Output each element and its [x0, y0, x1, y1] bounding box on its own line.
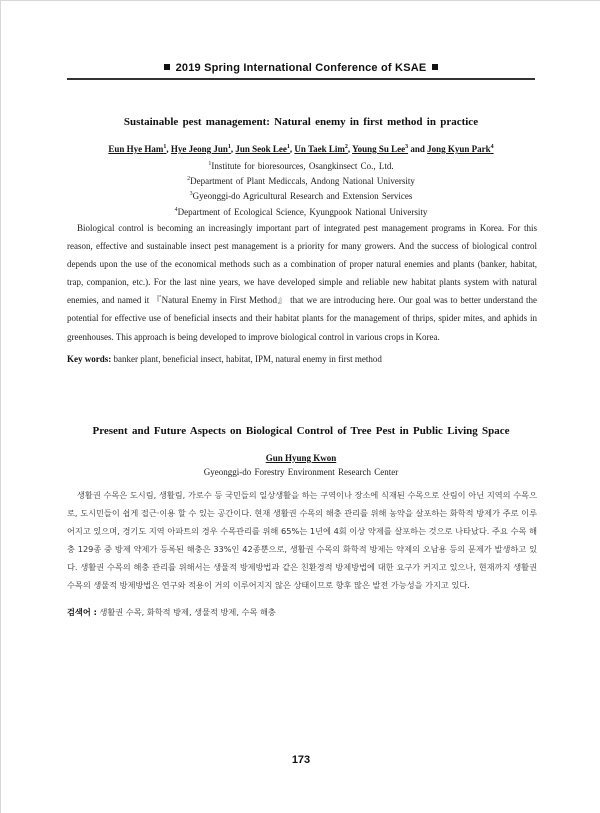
author-name: Eun Hye Ham$^1$	[108, 144, 167, 154]
square-bullet-icon	[432, 64, 438, 70]
affiliation-marker: 3	[405, 144, 409, 150]
affiliation-text: Institute for bioresources, Osangkinsect Co., Ltd.	[211, 161, 394, 171]
article2-author: Gun Hyung Kwon	[265, 453, 337, 463]
article1-title: Sustainable pest management: Natural enemy in first method in practice	[123, 116, 479, 128]
keywords-label: 검색어 :	[67, 607, 97, 617]
page-number: 173	[291, 754, 311, 766]
affiliation-marker: 4	[174, 206, 178, 213]
affiliation-line	[61, 204, 541, 219]
square-bullet-icon	[164, 64, 170, 70]
affiliation-text: Department of Plant Mediccals, Andong National University	[190, 176, 415, 187]
affiliation-marker: 1	[208, 161, 212, 167]
keywords-text: banker plant, beneficial insect, habitat, IPM, natural enemy in first method	[113, 354, 382, 364]
affiliation-marker: 2	[187, 176, 191, 183]
article1-authors	[61, 144, 541, 154]
author-separator: ,	[347, 144, 353, 154]
affiliation-line	[61, 158, 541, 173]
affiliation-marker: 2	[344, 144, 348, 150]
keywords-text: 생활권 수목, 화학적 방제, 생물적 방제, 수목 해충	[99, 607, 276, 617]
article2-title: Present and Future Aspects on Biological Control of Tree Pest in Public Living Space	[92, 425, 510, 437]
article1-keywords	[67, 352, 537, 366]
affiliation-text: Department of Ecological Science, Kyungpook National University	[177, 206, 428, 217]
article1-abstract: Biological control is becoming an increasingly important part of integrated pest management programs in Korea. For this reason, effective and sustainable insect pest management is a priority for many growers. And the success of biological control depends upon the use of the economical methods such as a combination of proper natural enemies and plants (banker, habitat, trap, companion, etc.). For the last nine years, we have developed simple and reliable new habitat plants system with natural enemies, and named it 『Natural Enemy in First Method』 that we are introducing here. Our goal was to better understand the potential for effective use of beneficial insects and their habitat plants for the management of thrips, spider mites, and aphids in greenhouses. This approach is being developed to improve biological control in various crops in Korea.	[67, 223, 537, 342]
author-separator: ,	[289, 144, 295, 154]
running-header	[67, 62, 535, 80]
author-separator: and	[408, 144, 428, 154]
affiliation-marker: 4	[490, 144, 494, 150]
keywords-label: Key words:	[67, 354, 112, 364]
affiliation-marker: 1	[286, 144, 290, 150]
conference-title: 2019 Spring International Conference of KSAE	[175, 62, 427, 74]
author-separator: ,	[230, 144, 236, 154]
affiliation-text: Gyeonggi-do Agricultural Research and Extension Services	[192, 191, 413, 202]
article2-keywords	[67, 605, 537, 619]
author-name: Young Su Lee$^3$	[352, 144, 409, 154]
affiliation-line	[61, 188, 541, 203]
affiliation-marker: 1	[227, 144, 231, 150]
article2-affiliation: Gyeonggi-do Forestry Environment Research Center	[203, 467, 399, 477]
affiliation-marker: 1	[163, 144, 167, 150]
affiliation-marker: 3	[189, 191, 193, 198]
affiliation-line	[61, 173, 541, 188]
author-name: Jun Seok Lee$^1$	[235, 144, 290, 154]
author-name: Un Taek Lim$^2$	[294, 144, 348, 154]
article1-affiliations	[61, 158, 541, 219]
article2-abstract: 생활권 수목은 도시림, 생활림, 가로수 등 국민들의 일상생활을 하는 구역이나 장소에 식재된 수목으로 산림이 아닌 지역의 수목으로, 도시민들이 쉽게 접근·이용 할 수 있는 공간이다. 현재 생활권 수목의 해충 관리를 위해 농약을 살포하는 화학적 방제가 주로 이루어지고 있으며, 경기도 지역 아파트의 경우 수목관리를 위해 65%는 1년에 4회 이상 약제를 살포하는 것으로 나타났다. 주요 수목 해충 129종 중 방제 약제가 등록된 해충은 33%인 42종뿐으로, 생활권 수목의 화학적 방제는 약제의 오남용 등의 문제가 발생하고 있다. 생활권 수목의 해충 관리를 위해서는 생물적 방제방법과 같은 친환경적 방제방법에 대한 요구가 커지고 있으나, 현재까지 생활권 수목의 생물적 방제방법은 연구와 적용이 거의 이루어지지 않은 상태이므로 향후 많은 발전 가능성을 가지고 있다.	[67, 490, 537, 591]
author-name: Jong Kyun Park$^4$	[427, 144, 494, 154]
author-name: Hye Jeong Jun$^1$	[170, 144, 231, 154]
author-separator: ,	[166, 144, 171, 154]
